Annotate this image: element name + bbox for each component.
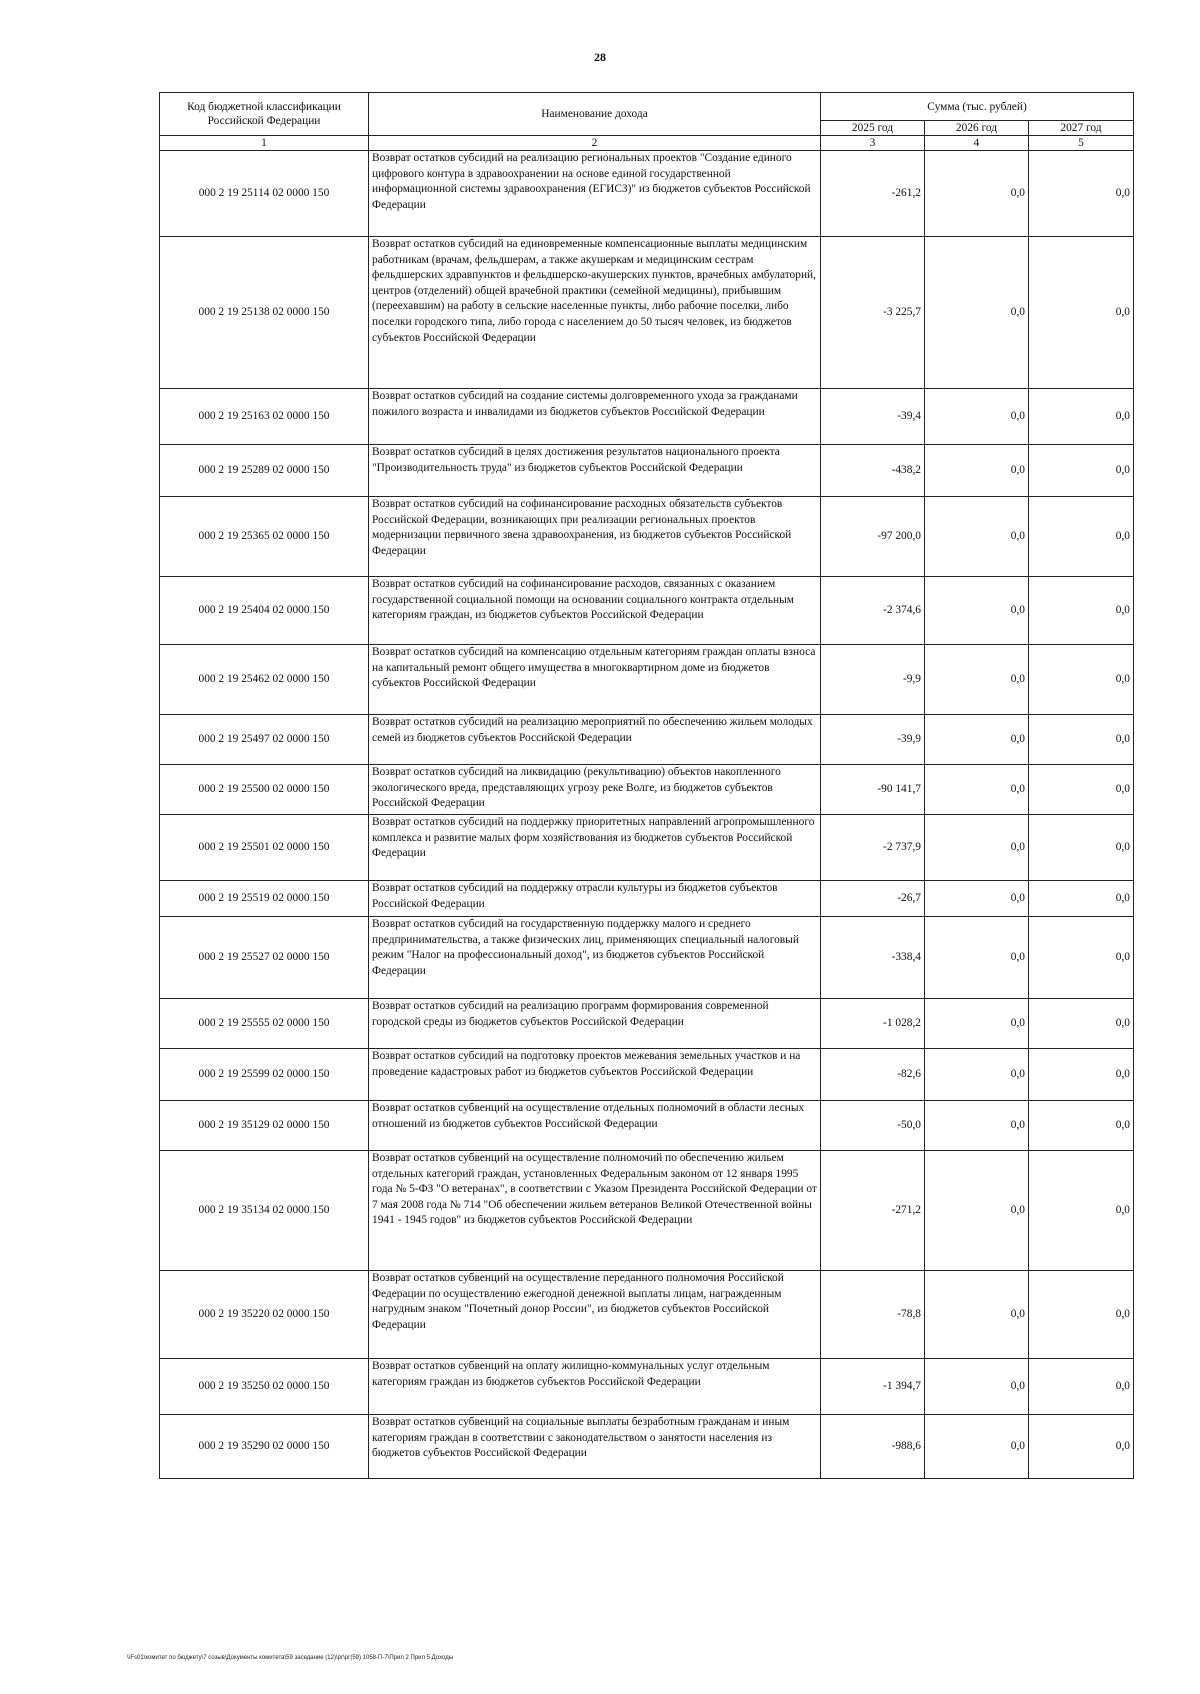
value-2027-cell: 0,0 (1029, 765, 1134, 815)
code-cell: 000 2 19 35220 02 0000 150 (160, 1271, 369, 1359)
value-2026-cell: 0,0 (925, 237, 1029, 389)
value-2027-cell: 0,0 (1029, 1359, 1134, 1415)
value-2025-cell: -1 394,7 (821, 1359, 925, 1415)
name-cell: Возврат остатков субсидий на софинансирование расходов, связанных с оказанием государственной социальной помощи на основании социального контракта отдельным категориям граждан, из бюджетов субъектов Российской Федерации (369, 577, 821, 645)
name-cell: Возврат остатков субвенций на осуществление полномочий по обеспечению жильем отдельных категорий граждан, установленных Федеральным законом от 12 января 1995 года № 5-ФЗ "О ветеранах", в соответствии с Указом Президента Российской Федерации от 7 мая 2008 года № 714 "Об обеспечении жильем ветеранов Великой Отечественной войны 1941 - 1945 годов" из бюджетов субъектов Российской Федерации (369, 1151, 821, 1271)
value-2027-cell: 0,0 (1029, 1049, 1134, 1101)
value-2027-cell: 0,0 (1029, 815, 1134, 881)
value-2026-cell: 0,0 (925, 1359, 1029, 1415)
table-row (160, 1359, 1134, 1415)
name-cell: Возврат остатков субсидий на софинансирование расходных обязательств субъектов Российской Федерации, возникающих при реализации региональных проектов модернизации первичного звена здравоохранения, из бюджетов субъектов Российской Федерации (369, 497, 821, 577)
name-cell: Возврат остатков субсидий на реализацию региональных проектов "Создание единого цифрового контура в здравоохранении на основе единой государственной информационной системы здравоохранения (ЕГИСЗ)" из бюджетов субъектов Российской Федерации (369, 151, 821, 237)
name-cell: Возврат остатков субсидий на компенсацию отдельным категориям граждан оплаты взноса на капитальный ремонт общего имущества в многоквартирном доме из бюджетов субъектов Российской Федерации (369, 645, 821, 715)
value-2025-cell: -97 200,0 (821, 497, 925, 577)
value-2026-cell: 0,0 (925, 389, 1029, 445)
value-2026-cell: 0,0 (925, 715, 1029, 765)
header-year-2026: 2026 год (925, 121, 1029, 136)
table-row (160, 1151, 1134, 1271)
name-cell: Возврат остатков субсидий на реализацию программ формирования современной городской среды из бюджетов субъектов Российской Федерации (369, 999, 821, 1049)
code-cell: 000 2 19 25501 02 0000 150 (160, 815, 369, 881)
value-2026-cell: 0,0 (925, 1271, 1029, 1359)
header-year-2027: 2027 год (1029, 121, 1134, 136)
table-row (160, 715, 1134, 765)
value-2027-cell: 0,0 (1029, 445, 1134, 497)
table-row (160, 1271, 1134, 1359)
name-cell: Возврат остатков субвенций на социальные выплаты безработным гражданам и иным категориям граждан в соответствии с законодательством о занятости населения из бюджетов субъектов Российской Федерации (369, 1415, 821, 1479)
value-2026-cell: 0,0 (925, 1415, 1029, 1479)
table-row (160, 815, 1134, 881)
name-cell: Возврат остатков субсидий на поддержку отрасли культуры из бюджетов субъектов Российской Федерации (369, 881, 821, 917)
code-cell: 000 2 19 25555 02 0000 150 (160, 999, 369, 1049)
value-2027-cell: 0,0 (1029, 389, 1134, 445)
code-cell: 000 2 19 25462 02 0000 150 (160, 645, 369, 715)
name-cell: Возврат остатков субвенций на осуществление отдельных полномочий в области лесных отношений из бюджетов субъектов Российской Федерации (369, 1101, 821, 1151)
revenue-table (159, 92, 1134, 1479)
value-2027-cell: 0,0 (1029, 1415, 1134, 1479)
value-2026-cell: 0,0 (925, 445, 1029, 497)
value-2025-cell: -1 028,2 (821, 999, 925, 1049)
value-2027-cell: 0,0 (1029, 715, 1134, 765)
table-row (160, 917, 1134, 999)
name-cell: Возврат остатков субсидий на государственную поддержку малого и среднего предпринимательства, а также физических лиц, применяющих специальный налоговый режим "Налог на профессиональный доход", из бюджетов субъектов Российской Федерации (369, 917, 821, 999)
value-2025-cell: -271,2 (821, 1151, 925, 1271)
value-2025-cell: -261,2 (821, 151, 925, 237)
value-2027-cell: 0,0 (1029, 999, 1134, 1049)
value-2025-cell: -9,9 (821, 645, 925, 715)
value-2025-cell: -988,6 (821, 1415, 925, 1479)
value-2025-cell: -3 225,7 (821, 237, 925, 389)
value-2025-cell: -2 374,6 (821, 577, 925, 645)
header-code: Код бюджетной классификации Российской Федерации (160, 93, 369, 136)
table-row (160, 151, 1134, 237)
footer-file-path: \\Fs01\комитет по бюджету\7 созыв\Документы комитета\59 заседание (12)\рг\рг(59) 1058-П-7\Прил 2 Прил 5 Доходы (127, 1655, 454, 1661)
code-cell: 000 2 19 25365 02 0000 150 (160, 497, 369, 577)
header-num-3: 3 (821, 136, 925, 151)
code-cell: 000 2 19 25404 02 0000 150 (160, 577, 369, 645)
value-2026-cell: 0,0 (925, 1101, 1029, 1151)
table-row (160, 389, 1134, 445)
name-cell: Возврат остатков субвенций на оплату жилищно-коммунальных услуг отдельным категориям граждан из бюджетов субъектов Российской Федерации (369, 1359, 821, 1415)
value-2026-cell: 0,0 (925, 815, 1029, 881)
name-cell: Возврат остатков субсидий на единовременные компенсационные выплаты медицинским работникам (врачам, фельдшерам, а также акушеркам и медицинским сестрам фельдшерских здравпунктов и фельдшерско-акушерских пунктов, врачебных амбулаторий, центров (отделений) общей врачебной практики (семейной медицины), прибывшим (переехавшим) на работу в сельские населенные пункты, либо рабочие поселки, либо поселки городского типа, либо города с населением до 50 тысяч человек, из бюджетов субъектов Российской Федерации (369, 237, 821, 389)
value-2026-cell: 0,0 (925, 497, 1029, 577)
code-cell: 000 2 19 25500 02 0000 150 (160, 765, 369, 815)
table-row (160, 1415, 1134, 1479)
table-row (160, 445, 1134, 497)
value-2027-cell: 0,0 (1029, 497, 1134, 577)
value-2027-cell: 0,0 (1029, 917, 1134, 999)
value-2025-cell: -338,4 (821, 917, 925, 999)
header-num-2: 2 (369, 136, 821, 151)
table-row (160, 881, 1134, 917)
header-num-4: 4 (925, 136, 1029, 151)
name-cell: Возврат остатков субсидий на подготовку проектов межевания земельных участков и на проведение кадастровых работ из бюджетов субъектов Российской Федерации (369, 1049, 821, 1101)
value-2025-cell: -39,9 (821, 715, 925, 765)
code-cell: 000 2 19 25599 02 0000 150 (160, 1049, 369, 1101)
value-2027-cell: 0,0 (1029, 881, 1134, 917)
value-2026-cell: 0,0 (925, 645, 1029, 715)
value-2026-cell: 0,0 (925, 999, 1029, 1049)
value-2026-cell: 0,0 (925, 881, 1029, 917)
code-cell: 000 2 19 25497 02 0000 150 (160, 715, 369, 765)
value-2025-cell: -82,6 (821, 1049, 925, 1101)
table-row (160, 497, 1134, 577)
code-cell: 000 2 19 35290 02 0000 150 (160, 1415, 369, 1479)
value-2025-cell: -26,7 (821, 881, 925, 917)
code-cell: 000 2 19 35250 02 0000 150 (160, 1359, 369, 1415)
value-2027-cell: 0,0 (1029, 645, 1134, 715)
value-2025-cell: -2 737,9 (821, 815, 925, 881)
header-year-2025: 2025 год (821, 121, 925, 136)
code-cell: 000 2 19 35129 02 0000 150 (160, 1101, 369, 1151)
code-cell: 000 2 19 25527 02 0000 150 (160, 917, 369, 999)
table-row (160, 237, 1134, 389)
page-number: 28 (594, 50, 606, 64)
name-cell: Возврат остатков субсидий на реализацию мероприятий по обеспечению жильем молодых семей из бюджетов субъектов Российской Федерации (369, 715, 821, 765)
value-2027-cell: 0,0 (1029, 1271, 1134, 1359)
code-cell: 000 2 19 25289 02 0000 150 (160, 445, 369, 497)
code-cell: 000 2 19 25138 02 0000 150 (160, 237, 369, 389)
value-2026-cell: 0,0 (925, 1049, 1029, 1101)
value-2025-cell: -438,2 (821, 445, 925, 497)
code-cell: 000 2 19 35134 02 0000 150 (160, 1151, 369, 1271)
value-2027-cell: 0,0 (1029, 1101, 1134, 1151)
name-cell: Возврат остатков субсидий в целях достижения результатов национального проекта "Производительность труда" из бюджетов субъектов Российской Федерации (369, 445, 821, 497)
table-row (160, 577, 1134, 645)
name-cell: Возврат остатков субсидий на создание системы долговременного ухода за гражданами пожилого возраста и инвалидами из бюджетов субъектов Российской Федерации (369, 389, 821, 445)
value-2026-cell: 0,0 (925, 1151, 1029, 1271)
table-row (160, 1049, 1134, 1101)
header-num-1: 1 (160, 136, 369, 151)
name-cell: Возврат остатков субвенций на осуществление переданного полномочия Российской Федерации по осуществлению ежегодной денежной выплаты лицам, награжденным нагрудным знаком "Почетный донор России", из бюджетов субъектов Российской Федерации (369, 1271, 821, 1359)
code-cell: 000 2 19 25114 02 0000 150 (160, 151, 369, 237)
table-row (160, 1101, 1134, 1151)
table-row (160, 765, 1134, 815)
value-2026-cell: 0,0 (925, 577, 1029, 645)
name-cell: Возврат остатков субсидий на поддержку приоритетных направлений агропромышленного комплекса и развитие малых форм хозяйствования из бюджетов субъектов Российской Федерации (369, 815, 821, 881)
value-2027-cell: 0,0 (1029, 237, 1134, 389)
value-2025-cell: -78,8 (821, 1271, 925, 1359)
code-cell: 000 2 19 25519 02 0000 150 (160, 881, 369, 917)
value-2025-cell: -90 141,7 (821, 765, 925, 815)
table-row (160, 645, 1134, 715)
value-2026-cell: 0,0 (925, 765, 1029, 815)
value-2026-cell: 0,0 (925, 917, 1029, 999)
value-2027-cell: 0,0 (1029, 151, 1134, 237)
header-name: Наименование дохода (369, 93, 821, 136)
header-num-5: 5 (1029, 136, 1134, 151)
value-2025-cell: -39,4 (821, 389, 925, 445)
header-sum: Сумма (тыс. рублей) (821, 93, 1134, 121)
value-2025-cell: -50,0 (821, 1101, 925, 1151)
table-row (160, 999, 1134, 1049)
name-cell: Возврат остатков субсидий на ликвидацию (рекультивацию) объектов накопленного экологического вреда, представляющих угрозу реке Волге, из бюджетов субъектов Российской Федерации (369, 765, 821, 815)
value-2027-cell: 0,0 (1029, 577, 1134, 645)
value-2026-cell: 0,0 (925, 151, 1029, 237)
value-2027-cell: 0,0 (1029, 1151, 1134, 1271)
code-cell: 000 2 19 25163 02 0000 150 (160, 389, 369, 445)
